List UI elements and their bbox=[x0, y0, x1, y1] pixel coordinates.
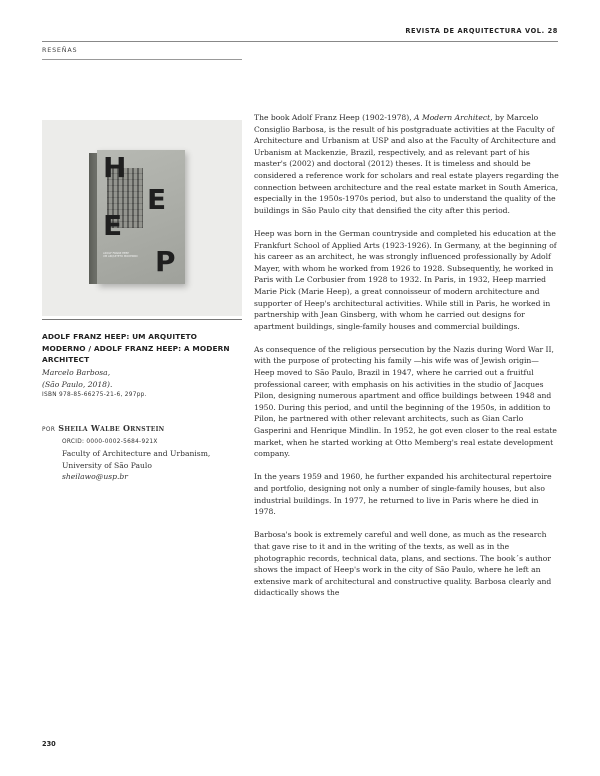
paragraph-1 bbox=[254, 112, 559, 216]
cover-subtitle-line: UM ARQUITETO MODERNO bbox=[103, 255, 138, 259]
page-number: 230 bbox=[42, 740, 56, 748]
book-author: Marcelo Barbosa, bbox=[42, 368, 111, 377]
reviewer-block bbox=[42, 423, 242, 483]
paragraph-5: Barbosa's book is extremely careful and well done, as much as the research that gave rise to it and in the writing of the texts, as well as in the photographic records, technical data, plans, and sections. The book´s author shows the impact of Heep's work in the city of São Paulo, where he left an extensive mark of architectural and constructive quality. Barbosa clearly and didactically shows the bbox=[254, 530, 552, 598]
header-rule bbox=[42, 41, 558, 42]
reviewer-affiliation: Faculty of Architecture and Urbanism, bbox=[62, 449, 211, 459]
reviewer-orcid: ORCID: 0000-0002-5684-921X bbox=[62, 438, 158, 445]
section-rule bbox=[42, 59, 242, 60]
paragraph-1-start: The book Adolf Franz Heep (1902-1978), bbox=[254, 113, 415, 122]
reviewer-line bbox=[42, 423, 242, 437]
book-front bbox=[97, 150, 185, 284]
cover-subtitle-line: ADOLF FRANZ HEEP bbox=[103, 252, 129, 255]
paragraph-1-rest: , by Marcelo Consiglio Barbosa, is the result of his postgraduate activities at the Faculty of Architecture and Urbanism at USP and also at the Faculty of Architecture and Urbanism at Mackenzie, Brazil, respectively, and as relevant part of his master's (2002) and doctoral (2012) theses. It is timeless and should be considered a reference work for scholars and real estate players regarding the connection between architecture and the real estate market in South America, especially in the 1950s-1970s period, but also to understand the quality of the buildings in São Paulo city that densified the city after this period. bbox=[254, 113, 559, 215]
cover-letter: E bbox=[103, 209, 123, 242]
running-head: REVISTA DE ARQUITECTURA VOL. 28 bbox=[405, 27, 558, 35]
book-meta bbox=[42, 367, 237, 402]
book-title: ADOLF FRANZ HEEP: UM ARQUITETO MODERNO / ADOLF FRANZ HEEP: A MODERN ARCHITECT bbox=[42, 332, 230, 365]
cover-letter: H bbox=[103, 151, 127, 184]
reviewer-email[interactable]: sheilawo@usp.br bbox=[62, 472, 128, 482]
paragraph-2: Heep was born in the German countryside and completed his education at the Frankfurt School of Applied Arts (1923-1926). In Germany, at the beginning of his career as an architect, he was strongly influenced professionally by Adolf Mayer, with whom he worked from 1926 to 1928. Subsequently, he worked in Paris with Le Corbusier from 1928 to 1932. In Paris, in 1932, Heep married Marie Pick (Marie Heep), a great connoisseur of modern architecture and supporter of Heep's architectural activities. While still in Paris, he worked in partnership with Jean Ginsberg, with whom he carried out designs for apartment buildings, single-family houses and commercial buildings. bbox=[254, 228, 557, 331]
reviewer-name: Sheila Walbe Ornstein bbox=[58, 423, 165, 433]
cover-letter: E bbox=[147, 183, 167, 216]
review-body bbox=[254, 112, 559, 611]
section-label: RESEÑAS bbox=[42, 46, 78, 54]
paragraph-1-title: A Modern Architect bbox=[414, 113, 491, 122]
reviewer-by: POR bbox=[42, 427, 56, 433]
book-publication: (São Paulo, 2018). bbox=[42, 379, 113, 389]
paragraph-4: In the years 1959 and 1960, he further expanded his architectural repertoire and portfolio, designing not only a number of single-family houses, but also industrial buildings. In 1977, he returned to live in Paris where he died in 1978. bbox=[254, 472, 552, 517]
cover-subtitle bbox=[103, 252, 145, 259]
cover-rule bbox=[42, 319, 242, 320]
cover-letter: P bbox=[155, 245, 176, 278]
book-cover-image bbox=[42, 120, 242, 316]
paragraph-3: As consequence of the religious persecution by the Nazis during Word War II, with the purpose of protecting his family —his wife was of Jewish origin— Heep moved to São Paulo, Brazil in 1947, where he carried out a fruitful professional career, with emphasis on his activities in the studio of Jacques Pilon, designing numerous apartment and office buildings between 1948 and 1950. During this period, and until the beginning of the 1950s, in addition to Pilon, he partnered with other relevant architects, such as Gian Carlo Gasperini and Henrique Mindlin. In 1952, he got even closer to the real estate market, when he started working at Otto Memberg's real estate development company. bbox=[254, 344, 557, 459]
book-cover bbox=[89, 150, 185, 284]
book-isbn: ISBN 978-85-66275-21-6, 297pp. bbox=[42, 392, 147, 399]
reviewer-university: University of São Paulo bbox=[62, 460, 152, 470]
